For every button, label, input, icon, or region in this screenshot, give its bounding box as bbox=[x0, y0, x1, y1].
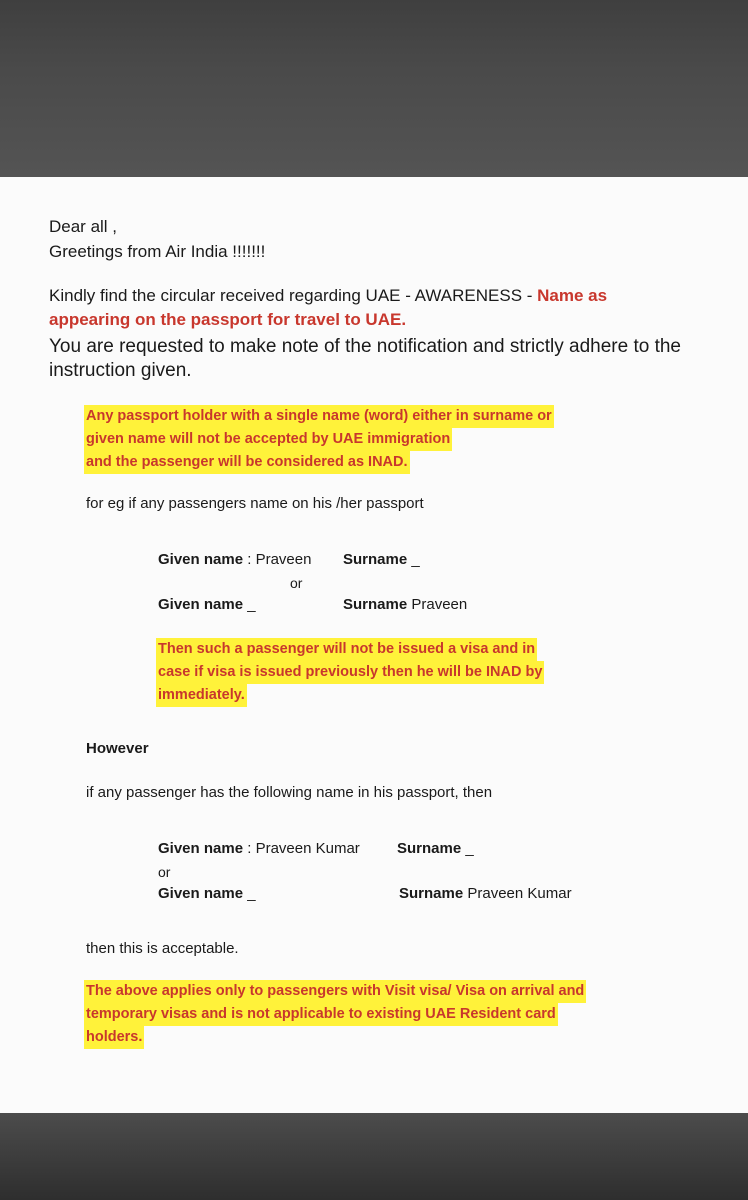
salutation: Dear all , bbox=[49, 217, 118, 236]
surname-label: Surname bbox=[397, 840, 462, 857]
surname-label: Surname bbox=[343, 596, 408, 613]
highlight-line: The above applies only to passengers with Visit visa/ Visa on arrival and bbox=[84, 980, 586, 1003]
highlight-line: Then such a passenger will not be issued a visa and in bbox=[156, 638, 537, 661]
example-intro: for eg if any passengers name on his /her passport bbox=[86, 495, 424, 512]
surname-value: Praveen Kumar bbox=[463, 885, 572, 902]
given-name-label: Given name bbox=[158, 840, 244, 857]
intro-prefix: Kindly find the circular received regarding UAE - AWARENESS - bbox=[49, 286, 538, 305]
given-name-blank: _ bbox=[243, 596, 256, 613]
highlight-visa-not-issued bbox=[156, 638, 544, 707]
intro-highlight-end: appearing on the passport for travel to UAE. bbox=[49, 310, 407, 329]
given-name-value: Praveen Kumar bbox=[255, 840, 360, 857]
highlight-line: holders. bbox=[84, 1026, 144, 1049]
example-2-surname-value-row bbox=[399, 883, 572, 905]
highlight-line: given name will not be accepted by UAE immigration bbox=[84, 428, 452, 451]
given-name-label: Given name bbox=[158, 885, 244, 902]
surname-blank: _ bbox=[407, 551, 420, 568]
example-2-given-name-blank-row bbox=[158, 883, 256, 905]
highlight-line: and the passenger will be considered as INAD. bbox=[84, 451, 410, 474]
surname-value: Praveen bbox=[407, 596, 468, 613]
surname-blank: _ bbox=[461, 840, 474, 857]
example-1-given-name-blank-row bbox=[158, 594, 256, 616]
top-dark-margin bbox=[0, 0, 748, 177]
example-2-surname bbox=[397, 838, 474, 860]
example-2-or: or bbox=[158, 864, 171, 880]
given-name-label: Given name bbox=[158, 551, 244, 568]
given-name-separator: : bbox=[243, 840, 256, 857]
given-name-separator: : bbox=[243, 551, 256, 568]
example-2-given-name-row bbox=[158, 838, 360, 860]
example-1-or: or bbox=[290, 575, 303, 591]
greeting: Greetings from Air India !!!!!!! bbox=[49, 242, 266, 261]
request-line-1: You are requested to make note of the notification and strictly adhere to the bbox=[49, 336, 681, 357]
given-name-label: Given name bbox=[158, 596, 244, 613]
highlight-single-name-rule bbox=[84, 405, 554, 474]
highlight-line: case if visa is issued previously then he will be INAD by bbox=[156, 661, 544, 684]
surname-label: Surname bbox=[399, 885, 464, 902]
highlight-line: Any passport holder with a single name (word) either in surname or bbox=[84, 405, 554, 428]
highlight-line: temporary visas and is not applicable to existing UAE Resident card bbox=[84, 1003, 558, 1026]
request-line-2: instruction given. bbox=[49, 360, 192, 381]
intro-line-1 bbox=[49, 284, 607, 308]
bottom-dark-margin bbox=[0, 1113, 748, 1200]
example-1-given-name-row bbox=[158, 549, 311, 571]
given-name-blank: _ bbox=[243, 885, 256, 902]
intro-highlight-start: Name as bbox=[537, 286, 608, 305]
surname-label: Surname bbox=[343, 551, 408, 568]
highlight-line: immediately. bbox=[156, 684, 247, 707]
acceptable-statement: then this is acceptable. bbox=[86, 940, 239, 957]
given-name-value: Praveen bbox=[255, 551, 312, 568]
example-1-surname-value-row bbox=[343, 594, 467, 616]
highlight-applicability-note bbox=[84, 980, 586, 1049]
acceptable-intro: if any passenger has the following name in his passport, then bbox=[86, 784, 493, 801]
example-1-surname bbox=[343, 549, 420, 571]
however-heading: However bbox=[86, 740, 149, 757]
